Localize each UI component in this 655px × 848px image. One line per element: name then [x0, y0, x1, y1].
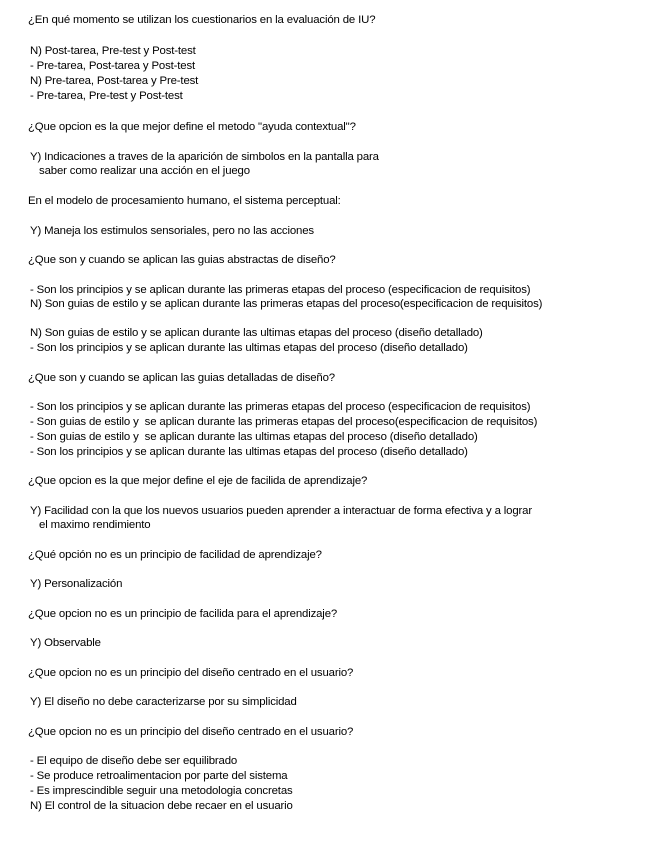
- answer-line: - Son guias de estilo y se aplican durante las ultimas etapas del proceso (diseño detallado): [30, 431, 478, 443]
- answer-line: Y) Observable: [30, 637, 101, 649]
- answer-line: - Pre-tarea, Pre-test y Post-test: [30, 90, 183, 102]
- answer-line: N) Son guias de estilo y se aplican durante las ultimas etapas del proceso (diseño detallado): [30, 327, 483, 339]
- question-text: ¿Que son y cuando se aplican las guias detalladas de diseño?: [28, 372, 335, 384]
- answer-line: - Pre-tarea, Post-tarea y Post-test: [30, 60, 196, 72]
- answer-line: Y) Personalización: [30, 578, 123, 590]
- answer-line: el maximo rendimiento: [30, 519, 151, 531]
- answer-line: - Es imprescindible seguir una metodologia concretas: [30, 785, 293, 797]
- answer-line: - Son los principios y se aplican durante las primeras etapas del proceso (especificacion de requisitos): [30, 401, 531, 413]
- question-text: En el modelo de procesamiento humano, el sistema perceptual:: [28, 195, 341, 207]
- answer-line: Y) El diseño no debe caracterizarse por su simplicidad: [30, 696, 297, 708]
- answer-line: Y) Maneja los estimulos sensoriales, pero no las acciones: [30, 225, 314, 237]
- answer-line: N) Son guias de estilo y se aplican durante las primeras etapas del proceso(especificacion de requisitos): [30, 298, 543, 310]
- answer-line: N) Post-tarea, Pre-test y Post-test: [30, 45, 196, 57]
- question-text: ¿Que son y cuando se aplican las guias abstractas de diseño?: [28, 254, 336, 266]
- answer-line: Y) Facilidad con la que los nuevos usuarios pueden aprender a interactuar de forma efectiva y a lograr: [30, 505, 533, 517]
- question-text: ¿Qué opción no es un principio de facilidad de aprendizaje?: [28, 549, 322, 561]
- answer-line: - El equipo de diseño debe ser equilibrado: [30, 755, 238, 767]
- question-text: ¿Que opcion no es un principio del diseño centrado en el usuario?: [28, 667, 354, 679]
- question-text: ¿En qué momento se utilizan los cuestionarios en la evaluación de IU?: [28, 14, 376, 26]
- answer-line: - Son los principios y se aplican durante las ultimas etapas del proceso (diseño detallado): [30, 446, 468, 458]
- answer-line: saber como realizar una acción en el juego: [30, 165, 250, 177]
- question-text: ¿Que opcion no es un principio del diseño centrado en el usuario?: [28, 726, 354, 738]
- answer-line: - Son guias de estilo y se aplican durante las primeras etapas del proceso(especificacion de requisitos): [30, 416, 538, 428]
- answer-line: - Son los principios y se aplican durante las ultimas etapas del proceso (diseño detallado): [30, 342, 468, 354]
- question-text: ¿Que opcion es la que mejor define el eje de facilida de aprendizaje?: [28, 475, 368, 487]
- question-text: ¿Que opcion es la que mejor define el metodo "ayuda contextual"?: [28, 121, 356, 133]
- answer-line: - Son los principios y se aplican durante las primeras etapas del proceso (especificacion de requisitos): [30, 284, 531, 296]
- answer-line: N) Pre-tarea, Post-tarea y Pre-test: [30, 75, 199, 87]
- answer-line: - Se produce retroalimentacion por parte del sistema: [30, 770, 288, 782]
- answer-line: Y) Indicaciones a traves de la aparición de simbolos en la pantalla para: [30, 151, 379, 163]
- question-text: ¿Que opcion no es un principio de facilida para el aprendizaje?: [28, 608, 338, 620]
- answer-line: N) El control de la situacion debe recaer en el usuario: [30, 800, 293, 812]
